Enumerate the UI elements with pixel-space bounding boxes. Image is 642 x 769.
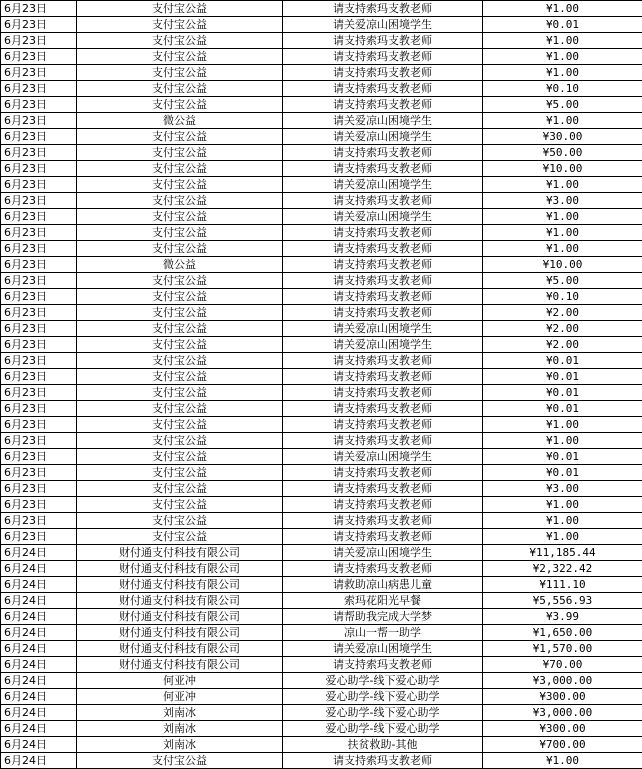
payer-cell: 支付宝公益 — [77, 481, 283, 497]
date-cell: 6月23日 — [1, 129, 77, 145]
table-row — [1, 737, 642, 753]
payer-cell: 微公益 — [77, 113, 283, 129]
table-row — [1, 241, 642, 257]
payer-cell: 支付宝公益 — [77, 465, 283, 481]
payer-cell: 财付通支付科技有限公司 — [77, 609, 283, 625]
payer-cell: 支付宝公益 — [77, 33, 283, 49]
amount-cell: ¥3.99 — [483, 609, 642, 625]
amount-cell: ¥5,556.93 — [483, 593, 642, 609]
amount-cell: ¥3.00 — [483, 193, 642, 209]
project-cell: 扶贫救助-其他 — [283, 737, 483, 753]
payer-cell: 支付宝公益 — [77, 321, 283, 337]
date-cell: 6月24日 — [1, 721, 77, 737]
table-row — [1, 49, 642, 65]
date-cell: 6月23日 — [1, 321, 77, 337]
project-cell: 请关爱凉山困境学生 — [283, 129, 483, 145]
amount-cell: ¥1.00 — [483, 433, 642, 449]
table-row — [1, 545, 642, 561]
project-cell: 请支持索玛支教老师 — [283, 49, 483, 65]
project-cell: 爱心助学-线下爱心助学 — [283, 673, 483, 689]
project-cell: 请支持索玛支教老师 — [283, 257, 483, 273]
date-cell: 6月23日 — [1, 97, 77, 113]
table-row — [1, 529, 642, 545]
payer-cell: 支付宝公益 — [77, 177, 283, 193]
payer-cell: 财付通支付科技有限公司 — [77, 593, 283, 609]
amount-cell: ¥10.00 — [483, 161, 642, 177]
project-cell: 爱心助学-线下爱心助学 — [283, 689, 483, 705]
date-cell: 6月24日 — [1, 657, 77, 673]
table-row — [1, 17, 642, 33]
payer-cell: 支付宝公益 — [77, 225, 283, 241]
amount-cell: ¥0.10 — [483, 81, 642, 97]
amount-cell: ¥0.01 — [483, 353, 642, 369]
payer-cell: 财付通支付科技有限公司 — [77, 625, 283, 641]
table-row — [1, 193, 642, 209]
payer-cell: 支付宝公益 — [77, 305, 283, 321]
payer-cell: 支付宝公益 — [77, 497, 283, 513]
date-cell: 6月23日 — [1, 433, 77, 449]
date-cell: 6月24日 — [1, 577, 77, 593]
table-row — [1, 353, 642, 369]
date-cell: 6月23日 — [1, 417, 77, 433]
table-row — [1, 161, 642, 177]
amount-cell: ¥0.01 — [483, 401, 642, 417]
project-cell: 凉山一帮一助学 — [283, 625, 483, 641]
project-cell: 请支持索玛支教老师 — [283, 385, 483, 401]
payer-cell: 微公益 — [77, 257, 283, 273]
project-cell: 请关爱凉山困境学生 — [283, 641, 483, 657]
table-row — [1, 65, 642, 81]
date-cell: 6月23日 — [1, 145, 77, 161]
project-cell: 请关爱凉山困境学生 — [283, 113, 483, 129]
table-row — [1, 401, 642, 417]
payer-cell: 财付通支付科技有限公司 — [77, 561, 283, 577]
project-cell: 请支持索玛支教老师 — [283, 225, 483, 241]
date-cell: 6月24日 — [1, 561, 77, 577]
payer-cell: 支付宝公益 — [77, 289, 283, 305]
project-cell: 请关爱凉山困境学生 — [283, 17, 483, 33]
table-row — [1, 273, 642, 289]
date-cell: 6月23日 — [1, 225, 77, 241]
project-cell: 请支持索玛支教老师 — [283, 81, 483, 97]
date-cell: 6月24日 — [1, 545, 77, 561]
payer-cell: 刘南冰 — [77, 705, 283, 721]
table-row — [1, 577, 642, 593]
project-cell: 请关爱凉山困境学生 — [283, 209, 483, 225]
date-cell: 6月23日 — [1, 529, 77, 545]
project-cell: 请支持索玛支教老师 — [283, 465, 483, 481]
date-cell: 6月23日 — [1, 177, 77, 193]
date-cell: 6月23日 — [1, 273, 77, 289]
table-row — [1, 289, 642, 305]
payer-cell: 支付宝公益 — [77, 529, 283, 545]
date-cell: 6月23日 — [1, 209, 77, 225]
table-row — [1, 497, 642, 513]
amount-cell: ¥1.00 — [483, 65, 642, 81]
project-cell: 请支持索玛支教老师 — [283, 289, 483, 305]
project-cell: 索玛花阳光早餐 — [283, 593, 483, 609]
amount-cell: ¥1,650.00 — [483, 625, 642, 641]
project-cell: 请支持索玛支教老师 — [283, 369, 483, 385]
amount-cell: ¥1.00 — [483, 417, 642, 433]
amount-cell: ¥1.00 — [483, 33, 642, 49]
date-cell: 6月23日 — [1, 1, 77, 17]
date-cell: 6月23日 — [1, 401, 77, 417]
payer-cell: 财付通支付科技有限公司 — [77, 577, 283, 593]
project-cell: 请帮助我完成大学梦 — [283, 609, 483, 625]
project-cell: 请支持索玛支教老师 — [283, 497, 483, 513]
payer-cell: 何亚冲 — [77, 689, 283, 705]
table-row — [1, 609, 642, 625]
amount-cell: ¥300.00 — [483, 689, 642, 705]
payer-cell: 支付宝公益 — [77, 753, 283, 769]
table-row — [1, 113, 642, 129]
amount-cell: ¥10.00 — [483, 257, 642, 273]
payer-cell: 支付宝公益 — [77, 241, 283, 257]
date-cell: 6月23日 — [1, 49, 77, 65]
amount-cell: ¥5.00 — [483, 97, 642, 113]
table-row — [1, 33, 642, 49]
table-row — [1, 449, 642, 465]
payer-cell: 财付通支付科技有限公司 — [77, 545, 283, 561]
amount-cell: ¥0.01 — [483, 465, 642, 481]
table-row — [1, 753, 642, 769]
payer-cell: 支付宝公益 — [77, 81, 283, 97]
amount-cell: ¥0.10 — [483, 289, 642, 305]
amount-cell: ¥3.00 — [483, 481, 642, 497]
amount-cell: ¥1.00 — [483, 529, 642, 545]
amount-cell: ¥2.00 — [483, 321, 642, 337]
project-cell: 请救助凉山病患儿童 — [283, 577, 483, 593]
date-cell: 6月24日 — [1, 737, 77, 753]
table-row — [1, 689, 642, 705]
table-row — [1, 369, 642, 385]
payer-cell: 支付宝公益 — [77, 401, 283, 417]
table-row — [1, 177, 642, 193]
amount-cell: ¥0.01 — [483, 385, 642, 401]
payer-cell: 支付宝公益 — [77, 97, 283, 113]
date-cell: 6月23日 — [1, 465, 77, 481]
payer-cell: 财付通支付科技有限公司 — [77, 641, 283, 657]
table-row — [1, 305, 642, 321]
table-row — [1, 721, 642, 737]
date-cell: 6月24日 — [1, 753, 77, 769]
payer-cell: 支付宝公益 — [77, 129, 283, 145]
project-cell: 请支持索玛支教老师 — [283, 145, 483, 161]
date-cell: 6月23日 — [1, 65, 77, 81]
payer-cell: 支付宝公益 — [77, 433, 283, 449]
amount-cell: ¥0.01 — [483, 449, 642, 465]
payer-cell: 支付宝公益 — [77, 385, 283, 401]
date-cell: 6月24日 — [1, 593, 77, 609]
amount-cell: ¥30.00 — [483, 129, 642, 145]
date-cell: 6月23日 — [1, 337, 77, 353]
amount-cell: ¥0.01 — [483, 369, 642, 385]
payer-cell: 支付宝公益 — [77, 161, 283, 177]
payer-cell: 支付宝公益 — [77, 353, 283, 369]
amount-cell: ¥1.00 — [483, 1, 642, 17]
date-cell: 6月23日 — [1, 353, 77, 369]
project-cell: 请关爱凉山困境学生 — [283, 545, 483, 561]
date-cell: 6月23日 — [1, 161, 77, 177]
table-row — [1, 129, 642, 145]
project-cell: 请支持索玛支教老师 — [283, 529, 483, 545]
table-row — [1, 81, 642, 97]
table-row — [1, 257, 642, 273]
project-cell: 请支持索玛支教老师 — [283, 273, 483, 289]
project-cell: 请支持索玛支教老师 — [283, 65, 483, 81]
project-cell: 请支持索玛支教老师 — [283, 33, 483, 49]
amount-cell: ¥1.00 — [483, 225, 642, 241]
date-cell: 6月23日 — [1, 385, 77, 401]
table-row — [1, 433, 642, 449]
amount-cell: ¥2,322.42 — [483, 561, 642, 577]
payer-cell: 刘南冰 — [77, 721, 283, 737]
date-cell: 6月23日 — [1, 449, 77, 465]
table-row — [1, 337, 642, 353]
payer-cell: 支付宝公益 — [77, 49, 283, 65]
table-row — [1, 657, 642, 673]
date-cell: 6月23日 — [1, 33, 77, 49]
project-cell: 请支持索玛支教老师 — [283, 433, 483, 449]
date-cell: 6月24日 — [1, 625, 77, 641]
date-cell: 6月24日 — [1, 689, 77, 705]
payer-cell: 何亚冲 — [77, 673, 283, 689]
date-cell: 6月23日 — [1, 17, 77, 33]
table-row — [1, 321, 642, 337]
payer-cell: 支付宝公益 — [77, 145, 283, 161]
amount-cell: ¥1.00 — [483, 49, 642, 65]
amount-cell: ¥5.00 — [483, 273, 642, 289]
date-cell: 6月24日 — [1, 673, 77, 689]
table-row — [1, 561, 642, 577]
amount-cell: ¥3,000.00 — [483, 705, 642, 721]
amount-cell: ¥1.00 — [483, 241, 642, 257]
table-row — [1, 385, 642, 401]
table-row — [1, 481, 642, 497]
project-cell: 请支持索玛支教老师 — [283, 353, 483, 369]
amount-cell: ¥50.00 — [483, 145, 642, 161]
project-cell: 请支持索玛支教老师 — [283, 193, 483, 209]
date-cell: 6月23日 — [1, 113, 77, 129]
table-row — [1, 209, 642, 225]
amount-cell: ¥1.00 — [483, 177, 642, 193]
amount-cell: ¥1.00 — [483, 753, 642, 769]
project-cell: 请关爱凉山困境学生 — [283, 337, 483, 353]
payer-cell: 支付宝公益 — [77, 513, 283, 529]
project-cell: 请支持索玛支教老师 — [283, 417, 483, 433]
project-cell: 请支持索玛支教老师 — [283, 161, 483, 177]
amount-cell: ¥1.00 — [483, 113, 642, 129]
amount-cell: ¥1.00 — [483, 497, 642, 513]
project-cell: 爱心助学-线下爱心助学 — [283, 705, 483, 721]
payer-cell: 支付宝公益 — [77, 273, 283, 289]
payer-cell: 支付宝公益 — [77, 193, 283, 209]
table-row — [1, 673, 642, 689]
amount-cell: ¥3,000.00 — [483, 673, 642, 689]
project-cell: 请关爱凉山困境学生 — [283, 177, 483, 193]
date-cell: 6月23日 — [1, 497, 77, 513]
project-cell: 请支持索玛支教老师 — [283, 513, 483, 529]
date-cell: 6月23日 — [1, 369, 77, 385]
payer-cell: 财付通支付科技有限公司 — [77, 657, 283, 673]
table-row — [1, 1, 642, 17]
project-cell: 爱心助学-线下爱心助学 — [283, 721, 483, 737]
project-cell: 请关爱凉山困境学生 — [283, 321, 483, 337]
date-cell: 6月23日 — [1, 305, 77, 321]
project-cell: 请支持索玛支教老师 — [283, 305, 483, 321]
date-cell: 6月23日 — [1, 289, 77, 305]
amount-cell: ¥70.00 — [483, 657, 642, 673]
payer-cell: 支付宝公益 — [77, 369, 283, 385]
project-cell: 请关爱凉山困境学生 — [283, 449, 483, 465]
payer-cell: 支付宝公益 — [77, 17, 283, 33]
donation-rows — [1, 1, 642, 769]
date-cell: 6月23日 — [1, 241, 77, 257]
payer-cell: 刘南冰 — [77, 737, 283, 753]
project-cell: 请支持索玛支教老师 — [283, 1, 483, 17]
amount-cell: ¥2.00 — [483, 305, 642, 321]
project-cell: 请支持索玛支教老师 — [283, 401, 483, 417]
project-cell: 请支持索玛支教老师 — [283, 241, 483, 257]
date-cell: 6月24日 — [1, 705, 77, 721]
project-cell: 请支持索玛支教老师 — [283, 753, 483, 769]
amount-cell: ¥0.01 — [483, 17, 642, 33]
amount-cell: ¥1.00 — [483, 513, 642, 529]
date-cell: 6月23日 — [1, 257, 77, 273]
payer-cell: 支付宝公益 — [77, 417, 283, 433]
date-cell: 6月24日 — [1, 609, 77, 625]
payer-cell: 支付宝公益 — [77, 209, 283, 225]
date-cell: 6月24日 — [1, 641, 77, 657]
project-cell: 请支持索玛支教老师 — [283, 97, 483, 113]
payer-cell: 支付宝公益 — [77, 1, 283, 17]
amount-cell: ¥700.00 — [483, 737, 642, 753]
project-cell: 请支持索玛支教老师 — [283, 561, 483, 577]
table-row — [1, 145, 642, 161]
date-cell: 6月23日 — [1, 81, 77, 97]
date-cell: 6月23日 — [1, 513, 77, 529]
date-cell: 6月23日 — [1, 193, 77, 209]
amount-cell: ¥300.00 — [483, 721, 642, 737]
date-cell: 6月23日 — [1, 481, 77, 497]
project-cell: 请支持索玛支教老师 — [283, 481, 483, 497]
table-row — [1, 225, 642, 241]
payer-cell: 支付宝公益 — [77, 65, 283, 81]
amount-cell: ¥11,185.44 — [483, 545, 642, 561]
project-cell: 请支持索玛支教老师 — [283, 657, 483, 673]
payer-cell: 支付宝公益 — [77, 337, 283, 353]
table-row — [1, 513, 642, 529]
table-row — [1, 593, 642, 609]
amount-cell: ¥1.00 — [483, 209, 642, 225]
table-row — [1, 417, 642, 433]
amount-cell: ¥1,570.00 — [483, 641, 642, 657]
table-row — [1, 465, 642, 481]
payer-cell: 支付宝公益 — [77, 449, 283, 465]
amount-cell: ¥2.00 — [483, 337, 642, 353]
table-row — [1, 625, 642, 641]
table-row — [1, 705, 642, 721]
table-row — [1, 641, 642, 657]
table-row — [1, 97, 642, 113]
amount-cell: ¥111.10 — [483, 577, 642, 593]
